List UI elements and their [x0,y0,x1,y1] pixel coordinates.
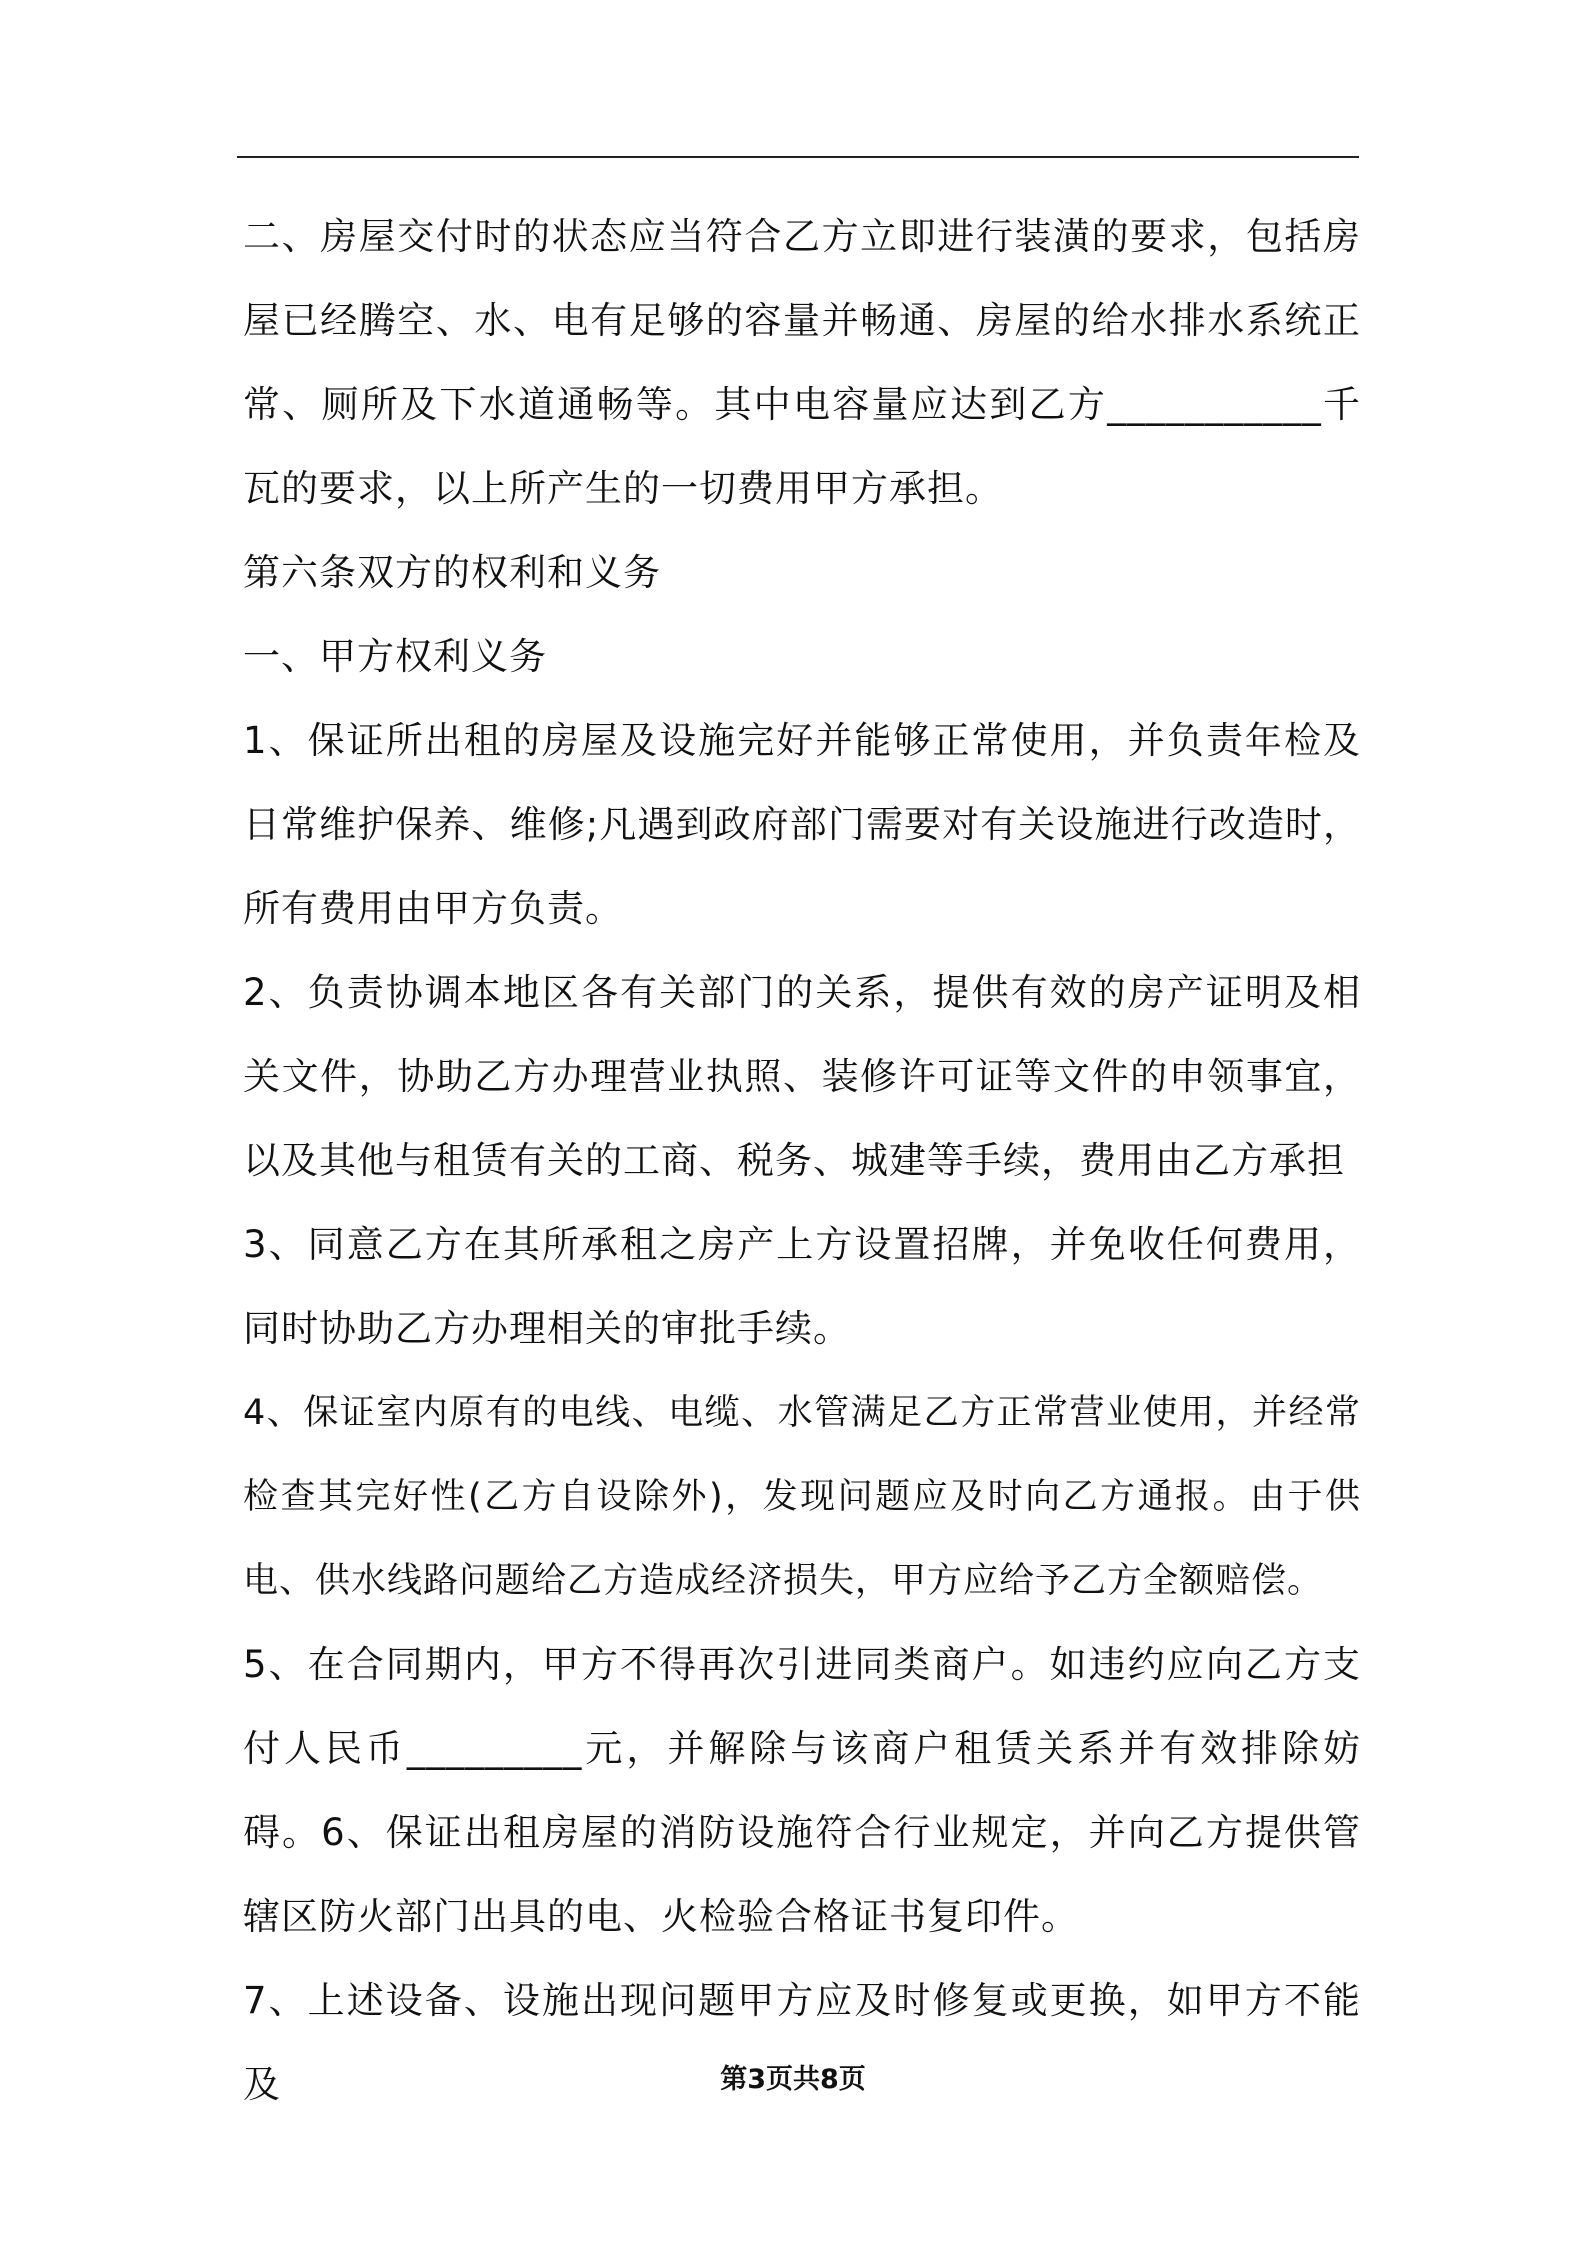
document-body [243,195,1361,2127]
header-divider [237,156,1359,158]
subheading-party-a-rights: 一、甲方权利义务 [243,635,547,678]
clause-2: 2、负责协调本地区各有关部门的关系，提供有效的房产证明及相关文件，协助乙方办理营业执照、装修许可证等文件的申领事宜，以及其他与租赁有关的工商、税务、城建等手续，费用由乙方承担 [243,971,1361,1182]
section-heading-rights-obligations: 第六条双方的权利和义务 [243,551,661,594]
clause-7: 7、上述设备、设施出现问题甲方应及时修复或更换，如甲方不能及 [243,1979,1361,2106]
clause-4: 4、保证室内原有的电线、电缆、水管满足乙方正常营业使用，并经常检查其完好性(乙方自设除外)，发现问题应及时向乙方通报。由于供电、供水线路问题给乙方造成经济损失，甲方应给予乙方全额赔偿。 [243,1393,1361,1601]
page-number: 第3页共8页 [720,2064,866,2095]
clause-1: 1、保证所出租的房屋及设施完好并能够正常使用，并负责年检及日常维护保养、维修;凡遇到政府部门需要对有关设施进行改造时，所有费用由甲方负责。 [243,719,1361,930]
clause-3: 3、同意乙方在其所承租之房产上方设置招牌，并免收任何费用，同时协助乙方办理相关的审批手续。 [243,1223,1361,1350]
clause-5-6: 5、在合同期内，甲方不得再次引进同类商户。如违约应向乙方支付人民币_________元，并解除与该商户租赁关系并有效排除妨碍。6、保证出租房屋的消防设施符合行业规定，并向乙方提供管辖区防火部门出具的电、火检验合格证书复印件。 [243,1643,1361,1938]
paragraph-delivery-condition: 二、房屋交付时的状态应当符合乙方立即进行装潢的要求，包括房屋已经腾空、水、电有足够的容量并畅通、房屋的给水排水系统正常、厕所及下水道通畅等。其中电容量应达到乙方___________千瓦的要求，以上所产生的一切费用甲方承担。 [243,215,1361,510]
